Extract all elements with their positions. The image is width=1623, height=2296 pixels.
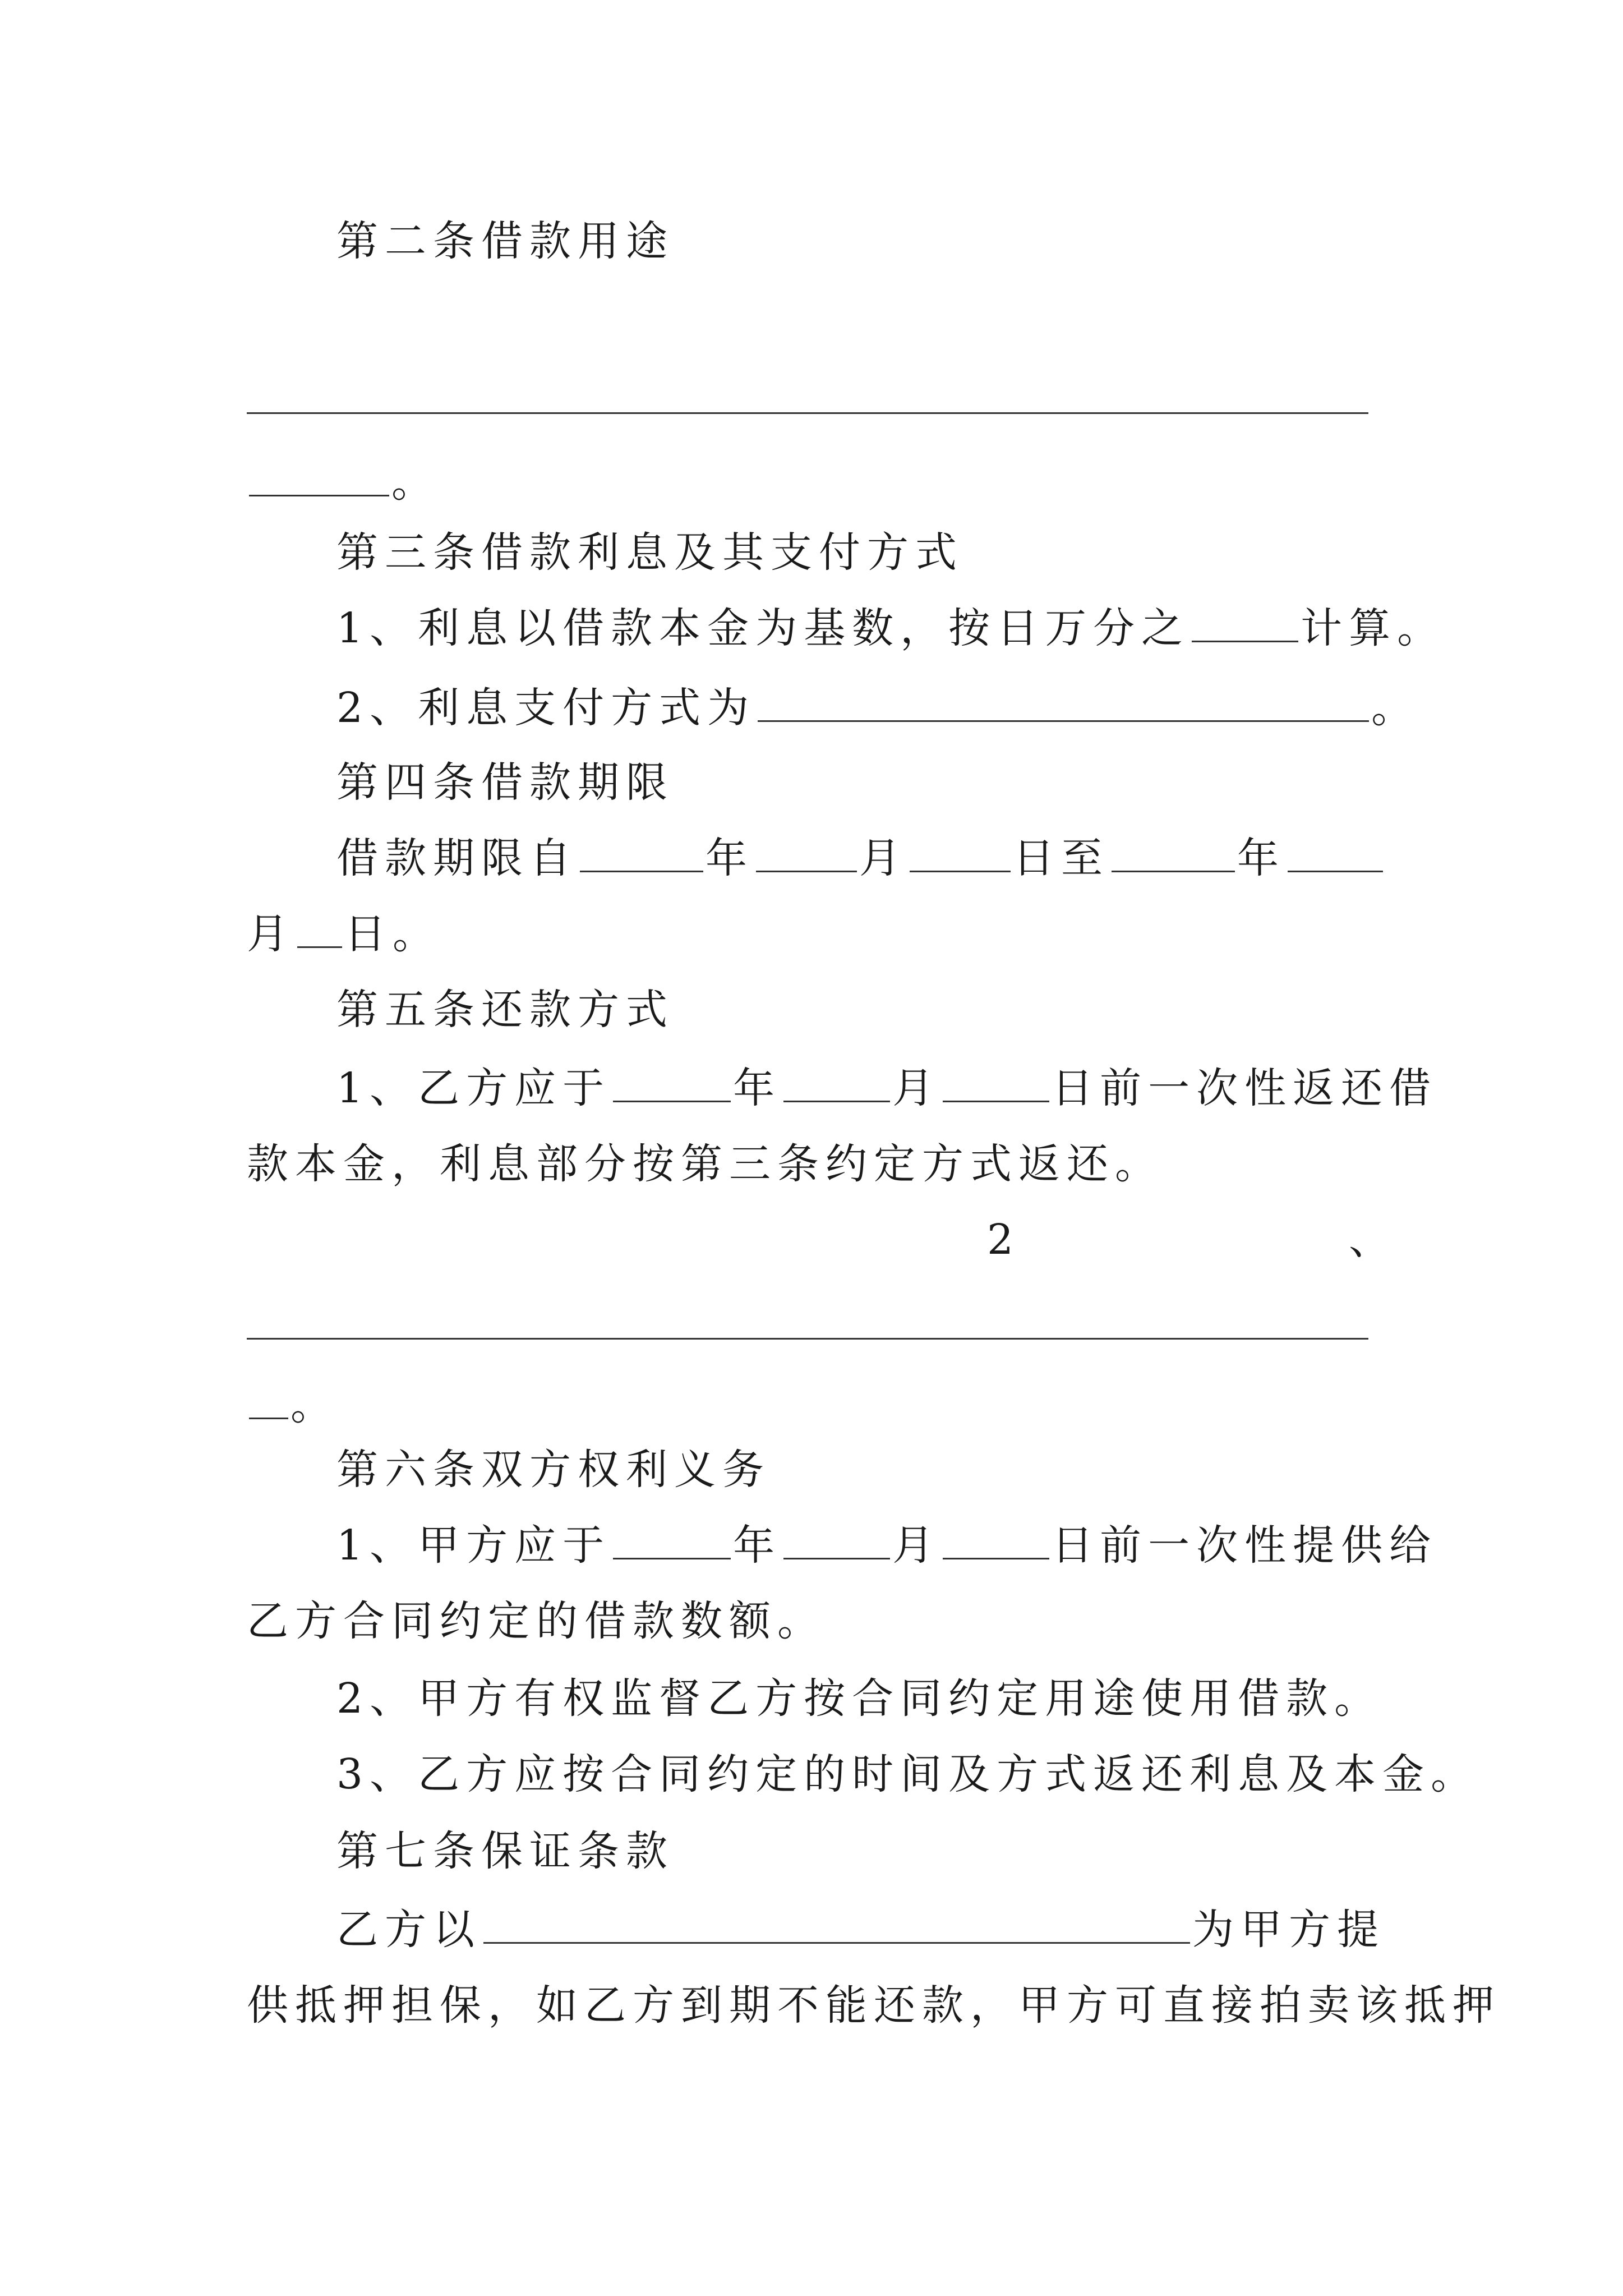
article-7-line-1-text: 乙方以 [336,1906,481,1954]
article-3-item-1 [336,600,1445,656]
article-6-item-1-end: 日前一次性提供给 [1052,1521,1438,1570]
article-5-item-2-number: 2 [987,1216,1014,1264]
article-7-title: 第七条保证条款 [336,1827,674,1875]
article-4-line-2 [247,906,441,962]
article-3-title: 第三条借款利息及其支付方式 [336,528,963,577]
end-day-blank [297,907,342,948]
article-2-blank [249,455,389,496]
article-5-item-2-end: 。 [291,1381,339,1429]
end-day-label: 日。 [344,910,441,958]
repay-day-blank [943,1061,1049,1102]
provide-day-blank [943,1519,1049,1559]
provide-year-blank [613,1519,731,1559]
provide-month-blank [783,1519,890,1559]
interest-rate-blank [1192,601,1298,642]
repay-year-blank [613,1061,731,1102]
article-5-item-1-text: 1、乙方应于 [336,1064,611,1112]
article-2-blank-line [247,412,1368,414]
article-6-title: 第六条双方权利义务 [336,1446,771,1494]
article-6-item-2: 2、甲方有权监督乙方按合同约定用途使用借款。 [336,1674,1383,1723]
article-3-item-1-text: 1、利息以借款本金为基数，按日万分之 [336,604,1190,652]
article-2-blank-tail [247,454,440,510]
article-5-item-2-separator: 、 [1349,1216,1390,1264]
end-year-blank [1112,831,1235,872]
end-month-label: 月 [247,910,295,958]
start-month-blank [756,831,857,872]
article-3-item-2-end: 。 [1371,684,1420,732]
article-2-tail-text: 。 [391,458,440,507]
provide-month-label: 月 [892,1521,941,1570]
repay-month-blank [783,1061,890,1102]
start-day-blank [910,831,1011,872]
article-5-item-2-blank-line [247,1338,1368,1340]
article-6-item-1-continued: 乙方合同约定的借款数额。 [247,1597,826,1645]
article-5-item-2-tail [247,1377,339,1433]
article-5-item-1-end: 日前一次性返还借 [1052,1064,1438,1112]
article-5-item-1-continued: 款本金，利息部分按第三条约定方式返还。 [247,1140,1163,1188]
start-month-label: 月 [859,834,907,882]
article-3-item-1-end: 计算。 [1301,604,1446,652]
repay-month-label: 月 [892,1064,941,1112]
article-5-item-2-blank [249,1378,288,1419]
article-6-item-1-text: 1、甲方应于 [336,1521,611,1570]
article-4-title: 第四条借款期限 [336,758,674,807]
start-year-blank [580,831,703,872]
article-2-title: 第二条借款用途 [336,217,674,265]
end-month-blank [1288,831,1383,872]
article-6-item-1 [336,1517,1437,1573]
article-3-item-2 [336,680,1419,736]
article-3-item-2-text: 2、利息支付方式为 [336,684,756,732]
collateral-blank [483,1903,1190,1944]
article-7-line-1-end: 为甲方提 [1192,1906,1385,1954]
article-4-line-1 [336,830,1385,886]
payment-method-blank [758,681,1369,722]
article-5-title: 第五条还款方式 [336,986,674,1034]
article-5-item-1 [336,1060,1437,1116]
article-6-item-3: 3、乙方应按合同约定的时间及方式返还利息及本金。 [336,1750,1479,1798]
loan-term-from-label: 借款期限自 [336,834,578,882]
end-year-label: 年 [1237,834,1285,882]
repay-year-label: 年 [733,1064,782,1112]
start-day-label: 日至 [1013,834,1109,882]
start-year-label: 年 [706,834,754,882]
provide-year-label: 年 [733,1521,782,1570]
article-7-line-1 [336,1902,1385,1958]
article-7-line-2: 供抵押担保，如乙方到期不能还款，甲方可直接拍卖该抵押 [247,1981,1501,2030]
